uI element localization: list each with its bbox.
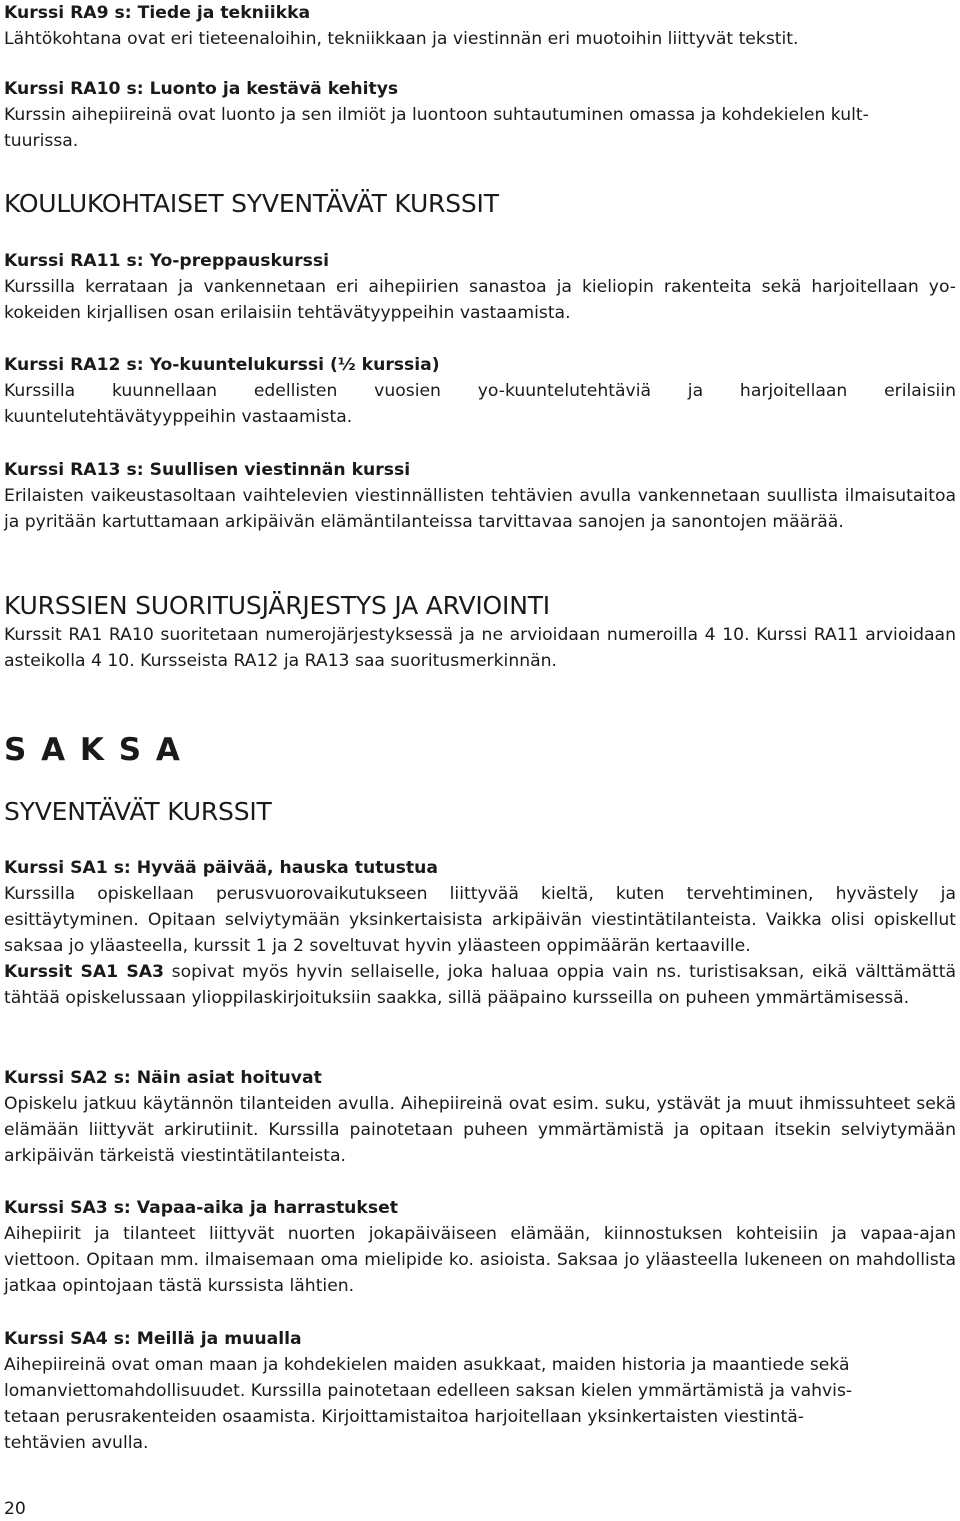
course-ra11 — [4, 248, 956, 326]
section-heading: KOULUKOHTAISET SYVENTÄVÄT KURSSIT — [4, 189, 499, 218]
course-description-line: tuurissa. — [4, 131, 79, 151]
course-sa2 — [4, 1065, 956, 1169]
assessment-text: Kurssit RA1 RA10 suoritetaan numerojärjestyksessä ja ne arvioidaan numeroilla 4 10. Kurssi RA11 arvioidaan asteikolla 4 10. Kursseista RA12 ja RA13 saa suoritusmerkinnän. — [4, 625, 956, 671]
course-description-line: Kurssin aihepiireinä ovat luonto ja sen ilmiöt ja luontoon suhtautuminen omassa ja kohdekielen kult- — [4, 105, 869, 125]
course-title: Kurssi SA3 s: Vapaa-aika ja harrastukset — [4, 1198, 398, 1218]
course-title: Kurssi RA12 s: Yo-kuuntelukurssi (½ kurssia) — [4, 355, 440, 375]
course-description-line: lomanviettomahdollisuudet. Kurssilla painotetaan edelleen saksan kielen ymmärtämistä ja vahvis- — [4, 1381, 853, 1401]
course-ra10 — [4, 76, 956, 154]
course-sa1 — [4, 855, 956, 1011]
course-description: Aihepiirit ja tilanteet liittyvät nuorten jokapäiväiseen elämään, kiinnostuksen kohteisiin ja vapaa-ajan viettoon. Opitaan mm. ilmaisemaan oma mielipide ko. asioista. Saksaa jo yläasteella lukeneen on mahdollista jatkaa opintojaan tästä kurssista lähtien. — [4, 1224, 956, 1296]
course-description-part: Kurssilla opiskellaan perusvuorovaikutukseen liittyvää kieltä, kuten tervehtiminen, hyvästely ja esittäytyminen. Opitaan selviytymään yksinkertaisista arkipäivän viestintätilanteista. Vaikka olisi opiskellut saksaa jo yläasteella, kurssit 1 ja 2 soveltuvat hyvin yläasteen oppimäärän kertaaville. — [4, 884, 956, 956]
course-description: Lähtökohtana ovat eri tieteenaloihin, tekniikkaan ja viestinnän eri muotoihin liittyvät tekstit. — [4, 29, 799, 49]
course-title: Kurssi SA2 s: Näin asiat hoituvat — [4, 1068, 322, 1088]
course-description-line: tehtävien avulla. — [4, 1433, 149, 1453]
course-title: Kurssi RA11 s: Yo-preppauskurssi — [4, 251, 330, 271]
course-sa3 — [4, 1195, 956, 1299]
course-description: Kurssilla kerrataan ja vankennetaan eri aihepiirien sanastoa ja kieliopin rakenteita sekä harjoitellaan yo-kokeiden kirjallisen osan erilaisiin tehtävätyyppeihin vastaamista. — [4, 277, 956, 323]
section-heading: KURSSIEN SUORITUSJÄRJESTYS JA ARVIOINTI — [4, 591, 550, 620]
page-number: 20 — [4, 1499, 26, 1519]
course-title: Kurssi RA10 s: Luonto ja kestävä kehitys — [4, 79, 399, 99]
course-description-part: sopivat myös hyvin sellaiselle, joka haluaa oppia vain ns. turistisaksan, eikä välttämättä tähtää opiskelussaan ylioppilaskirjoituksiin saakka, sillä pääpaino kursseilla on puheen ymmärtämisessä. — [4, 962, 957, 1008]
course-ra13 — [4, 457, 956, 535]
language-heading: S A K S A — [4, 732, 182, 768]
course-description-line: tetaan perusrakenteiden osaamista. Kirjoittamistaitoa harjoitellaan yksinkertaisten viestintä- — [4, 1407, 804, 1427]
course-range-bold: Kurssit SA1 SA3 — [4, 962, 164, 982]
course-title: Kurssi SA4 s: Meillä ja muualla — [4, 1329, 302, 1349]
course-description-line: Aihepiireinä ovat oman maan ja kohdekielen maiden asukkaat, maiden historia ja maantiede sekä — [4, 1355, 850, 1375]
course-description — [4, 881, 956, 1011]
course-ra12 — [4, 352, 956, 430]
course-title: Kurssi RA9 s: Tiede ja tekniikka — [4, 3, 311, 23]
course-description: Erilaisten vaikeustasoltaan vaihtelevien viestinnällisten tehtävien avulla vankennetaan suullista ilmaisutaitoa ja pyritään kartuttamaan arkipäivän elämäntilanteissa tarvittavaa sanojen ja sanontojen määrää. — [4, 486, 956, 532]
course-ra9 — [4, 0, 956, 52]
course-sa4 — [4, 1326, 956, 1456]
course-description: Opiskelu jatkuu käytännön tilanteiden avulla. Aihepiireinä ovat esim. suku, ystävät ja muut ihmissuhteet sekä elämään liittyvät arkirutiinit. Kurssilla painotetaan puheen ymmärtämistä ja opitaan itsekin selviytymään arkipäivän tärkeistä viestintätilanteista. — [4, 1094, 956, 1166]
course-title: Kurssi SA1 s: Hyvää päivää, hauska tutustua — [4, 858, 438, 878]
course-title: Kurssi RA13 s: Suullisen viestinnän kurssi — [4, 460, 411, 480]
course-description: Kurssilla kuunnellaan edellisten vuosien yo-kuuntelutehtäviä ja harjoitellaan erilaisiin kuuntelutehtävätyyppeihin vastaamista. — [4, 381, 956, 427]
section-heading: SYVENTÄVÄT KURSSIT — [4, 797, 272, 826]
